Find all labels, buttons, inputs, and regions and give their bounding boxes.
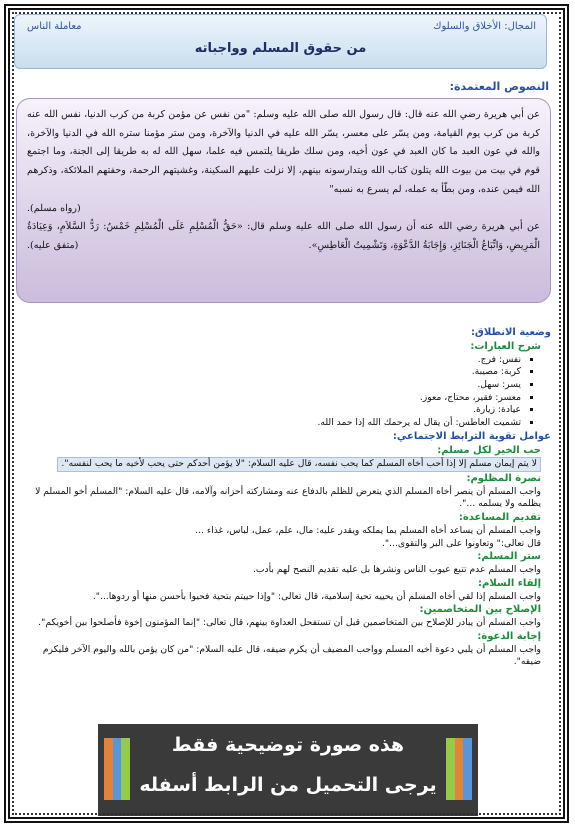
factor-help-verse: قال تعالى:" وتعاونوا على البر والتقوى...". xyxy=(382,537,541,549)
vocab-list xyxy=(16,354,551,430)
lesson-header xyxy=(14,14,547,69)
vocab-heading: شرح العبارات: xyxy=(470,340,541,352)
factor-invite-title: إجابة الدعوة: xyxy=(477,630,541,642)
factor-cover xyxy=(16,550,551,576)
watermark-line-1: هذه صورة توضيحية فقط xyxy=(171,734,405,756)
factor-peace-text: واجب المسلم إذا لقي أخاه المسلم أن يحييه تحية إسلامية، قال تعالى: "وإذا حييتم بتحية فحيوا بأحسن منها أو ردوها...". xyxy=(92,590,541,602)
factor-cover-title: ستر المسلم: xyxy=(477,551,541,563)
factor-love-title: حب الخير لكل مسلم: xyxy=(437,444,541,456)
watermark-banner xyxy=(98,724,478,816)
hadith-1-source: (رواه مسلم). xyxy=(27,202,81,214)
factors-heading: عوامل تقوية الترابط الاجتماعي: xyxy=(392,430,551,442)
hadith-2-source: (متفق عليه). xyxy=(27,239,79,251)
factor-peace-title: إلقاء السلام: xyxy=(477,577,541,589)
page-title: من حقوق المسلم وواجباته xyxy=(194,41,367,56)
factor-oppressed-title: نصرة المظلوم: xyxy=(466,473,541,484)
situation-heading: وضعية الانطلاق: xyxy=(470,327,551,338)
factor-reconcile xyxy=(16,603,551,629)
list-item: ▪ تشميت العاطس: أن يقال له يرحمك الله إذا حمد الله. xyxy=(16,417,521,430)
list-item: ▪ كربة: مصيبة. xyxy=(16,366,521,379)
factor-love xyxy=(16,444,551,472)
factor-oppressed-text: واجب المسلم أن ينصر أخاه المسلم الذي يتعرض للظلم بالدفاع عنه ومشاركته أحزانه وآلامه، قال عليه السلام: "المسلم أخو المسلم لا يظلمه ولا يسلمه ...". xyxy=(35,485,541,510)
list-item: ▪ نفس: فرج. xyxy=(16,354,521,367)
domain-label: المجال: الأخلاق والسلوك xyxy=(433,21,536,32)
hadith-2-text: عن أبي هريرة رضي الله عنه أن رسول الله صلى الله عليه وسلم قال: «حَقُّ الْمُسْلِمِ عَلَى الْمُسْلِمِ خَمْسٌ: رَدُّ السَّلاَمِ، وَعِيَادَةُ الْمَرِيضِ، وَاتِّبَاعُ الْجَنَائِزِ، وَإِجَابَةُ الدَّعْوَةِ، وَتَشْمِيتُ الْعَاطِسِ». xyxy=(27,221,540,251)
factor-reconcile-title: الإصلاح بين المتخاصمين: xyxy=(419,604,541,616)
factor-invite xyxy=(16,630,551,669)
list-item: ▪ يسر: سهل. xyxy=(16,379,521,392)
factor-help-title: تقديم المساعدة: xyxy=(458,512,541,524)
hadith-1: عن أبي هريرة رضي الله عنه قال: قال رسول الله صلى الله عليه وسلم: "من نفس عن مؤمن كربة من كرب الدنيا، نفس الله عنه كربة من كرب يوم القيامة، ومن يسّر على معسر، يسّر الله عليه في الدنيا والآخرة، ومن ستر مؤمنا ستره الله في الدنيا والآخرة، والله في عون العبد ما كان العبد في عون أخيه، ومن سلك طريقا يلتمس فيه علما، سهل الله له به طريقا إلى الجنة، وما اجتمع قوم في بيت من بيوت الله يتلون كتاب الله ويتدارسونه بينهم، إلا نزلت عليهم السكينة، وغشيتهم الرحمة، وحفتهم الملائكة، وذكرهم الله فيمن عنده، ومن بطّأ به عمله، لم يسرع به نسبه" xyxy=(27,109,540,195)
factor-peace xyxy=(16,577,551,603)
factor-invite-text: واجب المسلم أن يلبي دعوة أخيه المسلم وواجب المضيف أن يكرم ضيفه، قال عليه السلام: "من كان يؤمن بالله واليوم الآخر فليكرم ضيفه". xyxy=(42,643,541,668)
factor-love-text: لا يتم إيمان مسلم إلا إذا أحب أخاه المسلم كما يحب نفسه، قال عليه السلام: "لا يؤمن أحدكم حتى يحب لأخيه ما يحب لنفسه". xyxy=(57,457,541,472)
factor-oppressed xyxy=(16,472,551,511)
factor-cover-text: واجب المسلم عدم تتبع عيوب الناس ونشرها بل عليه تقديم النصح لهم بأدب. xyxy=(252,564,541,576)
unit-label: معاملة الناس xyxy=(27,21,82,32)
factor-help xyxy=(16,511,551,550)
list-item: ▪ معسر: فقير، محتاج، معوز. xyxy=(16,392,521,405)
factor-reconcile-text: واجب المسلم أن يبادر للإصلاح بين المتخاصمين قبل أن تستفحل العداوة بينهم، قال تعالى: "إنما المؤمنون إخوة فأصلحوا بين أخويكم". xyxy=(38,617,541,629)
texts-heading: النصوص المعتمدة: xyxy=(449,80,549,93)
hadith-2 xyxy=(27,218,540,255)
texts-box xyxy=(16,98,551,303)
list-item: ▪ عيادة: زيارة. xyxy=(16,404,521,417)
lesson-content xyxy=(16,326,551,669)
watermark-line-2: يرجى التحميل من الرابط أسفله xyxy=(139,774,437,796)
factor-help-text: واجب المسلم أن يساعد أخاه المسلم بما يملكه ويقدر عليه: مال، علم، عمل، لباس، غذاء ... xyxy=(195,524,541,536)
